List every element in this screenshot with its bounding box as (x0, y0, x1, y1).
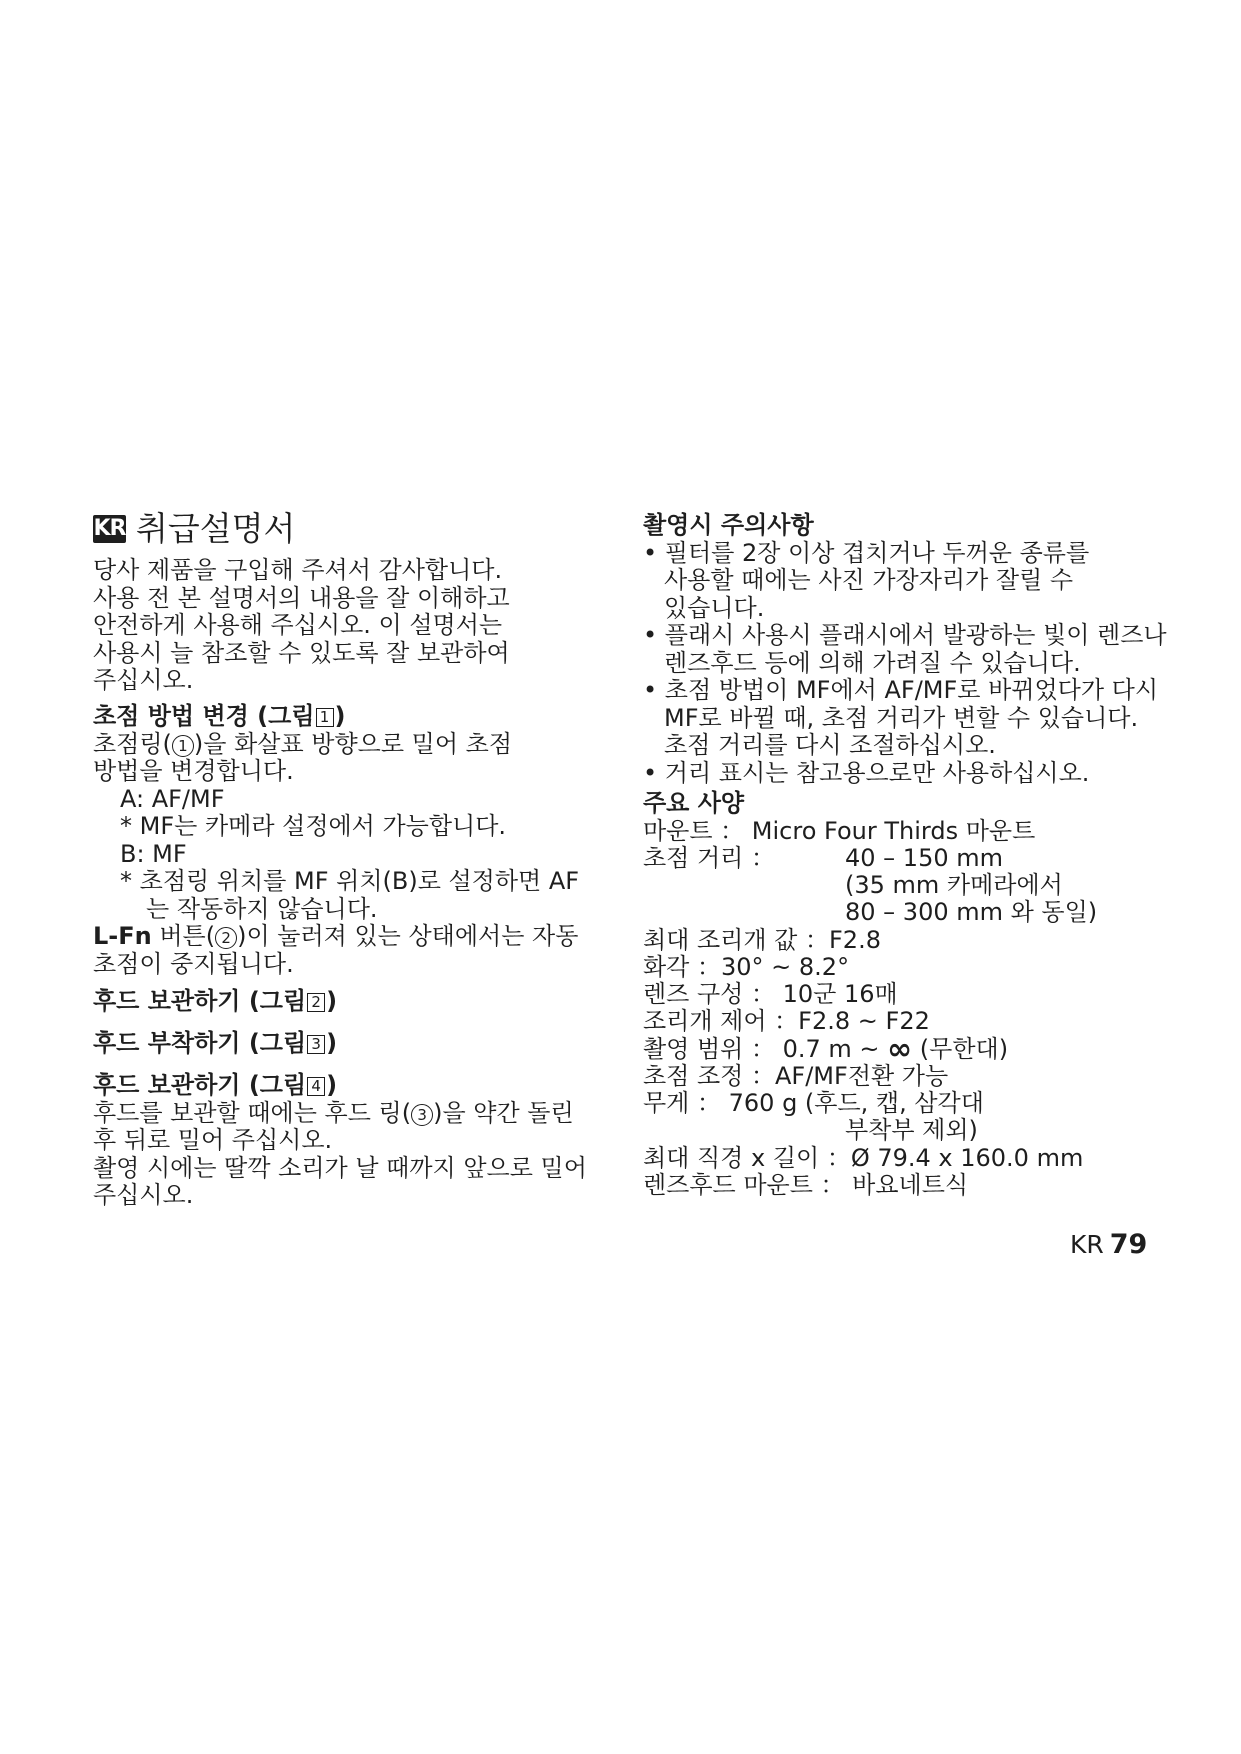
hood-text: 주십시오. (93, 1181, 194, 1209)
bullet-item: 렌즈후드 등에 의해 가려질 수 있습니다. (664, 648, 1081, 677)
hood-store-section (93, 1072, 587, 1210)
spec-angle: 화각 ：30° ~ 8.2° (643, 953, 850, 981)
spec-hood-mount: 렌즈후드 마운트 ： 바요네트식 (643, 1171, 969, 1199)
spec-range: 촬영 범위 ： 0.7 m ~ ∞ (무한대) (643, 1032, 1009, 1067)
callout-number: 3 (411, 1104, 433, 1126)
spec-weight: 무게 ： 760 g (후드, 캡, 삼각대 (643, 1089, 984, 1117)
bullet-item: MF로 바뀔 때, 초점 거리가 변할 수 있습니다. (664, 703, 1139, 732)
spec-weight-note: 부착부 제외) (845, 1116, 978, 1144)
figure-number: 3 (307, 1035, 325, 1054)
spec-aperture-control: 조리개 제어 ：F2.8 ~ F22 (643, 1007, 930, 1035)
intro-line: 당사 제품을 구입해 주셔서 감사합니다. (93, 556, 503, 584)
page-language: KR (1070, 1230, 1104, 1259)
lfn-text: 초점이 중지됩니다. (93, 949, 294, 978)
intro-paragraph (93, 557, 510, 695)
option-a-note: * MF는 카메라 설정에서 가능합니다. (120, 812, 507, 840)
hood-text: 촬영 시에는 딸깍 소리가 날 때까지 앞으로 밀어 (93, 1153, 587, 1182)
specs-section (643, 790, 1163, 1210)
figure-number: 4 (307, 1077, 325, 1096)
focus-text: 방법을 변경합니다. (93, 757, 294, 785)
spec-focus-control: 초점 조정 ：AF/MF전환 가능 (643, 1062, 949, 1090)
hood-attach-heading: 후드 부착하기 (그림 3 ) (93, 1029, 338, 1057)
spec-focal-value: 40 – 150 mm (845, 844, 1003, 872)
spec-construction: 렌즈 구성 ： 10군 16매 (643, 980, 898, 1008)
focus-heading: 초점 방법 변경 (그림 1 ) (93, 702, 346, 730)
spec-max-aperture: 최대 조리개 값 ：F2.8 (643, 926, 881, 954)
lfn-label: L-Fn (93, 922, 152, 950)
caution-section (643, 512, 1167, 787)
figure-number: 2 (307, 993, 325, 1012)
intro-line: 안전하게 사용해 주십시오. 이 설명서는 (93, 611, 503, 639)
title-text: 취급설명서 (136, 509, 296, 548)
option-a: A: AF/MF (120, 784, 225, 813)
bullet-item: • 플래시 사용시 플래시에서 발광하는 빛이 렌즈나 (643, 621, 1167, 649)
page-number-value: 79 (1109, 1229, 1148, 1260)
option-b-note: * 초점링 위치를 MF 위치(B)로 설정하면 AF (120, 867, 580, 895)
hood-text: 후드를 보관할 때에는 후드 링( 3 )을 약간 돌린 (93, 1098, 574, 1127)
callout-number: 2 (215, 927, 237, 949)
spec-focal-equivalent: (35 mm 카메라에서 (845, 871, 1063, 899)
callout-number: 1 (172, 735, 194, 757)
bullet-item: 있습니다. (664, 593, 765, 622)
bullet-item: • 거리 표시는 참고용으로만 사용하십시오. (643, 758, 1090, 787)
intro-line: 주십시오. (93, 666, 194, 694)
bullet-item: 초점 거리를 다시 조절하십시오. (664, 731, 996, 759)
infinity-symbol: ∞ (887, 1032, 913, 1067)
hood-store-heading: 후드 보관하기 (그림 4 ) (93, 1071, 338, 1099)
spec-mount: 마운트 ： Micro Four Thirds 마운트 (643, 817, 1036, 845)
caution-heading: 촬영시 주의사항 (643, 511, 814, 539)
specs-heading: 주요 사양 (643, 789, 745, 817)
figure-number: 1 (316, 708, 334, 727)
spec-focal-label: 초점 거리 ： (643, 844, 775, 872)
page-number (1070, 1229, 1147, 1260)
spec-focal-equivalent: 80 – 300 mm 와 동일) (845, 898, 1098, 926)
hood-text: 후 뒤로 밀어 주십시오. (93, 1126, 333, 1154)
hood-store-heading: 후드 보관하기 (그림 2 ) (93, 987, 338, 1015)
focus-text: 초점링( 1 )을 화살표 방향으로 밀어 초점 (93, 729, 513, 758)
spec-dimensions: 최대 직경 x 길이 ：Ø 79.4 x 160.0 mm (643, 1144, 1084, 1172)
bullet-item: • 초점 방법이 MF에서 AF/MF로 바뀌었다가 다시 (643, 676, 1159, 704)
language-badge: KR (93, 516, 126, 541)
focus-section (93, 703, 579, 978)
option-b: B: MF (120, 839, 187, 868)
lfn-text: L-Fn 버튼( 2 )이 눌러져 있는 상태에서는 자동 (93, 922, 579, 950)
intro-line: 사용 전 본 설명서의 내용을 잘 이해하고 (93, 583, 510, 612)
bullet-item: 사용할 때에는 사진 가장자리가 잘릴 수 (664, 566, 1074, 594)
bullet-item: • 필터를 2장 이상 겹치거나 두꺼운 종류를 (643, 538, 1090, 567)
intro-line: 사용시 늘 참조할 수 있도록 잘 보관하여 (93, 638, 510, 667)
option-b-note: 는 작동하지 않습니다. (146, 894, 378, 923)
page-title (93, 511, 295, 547)
